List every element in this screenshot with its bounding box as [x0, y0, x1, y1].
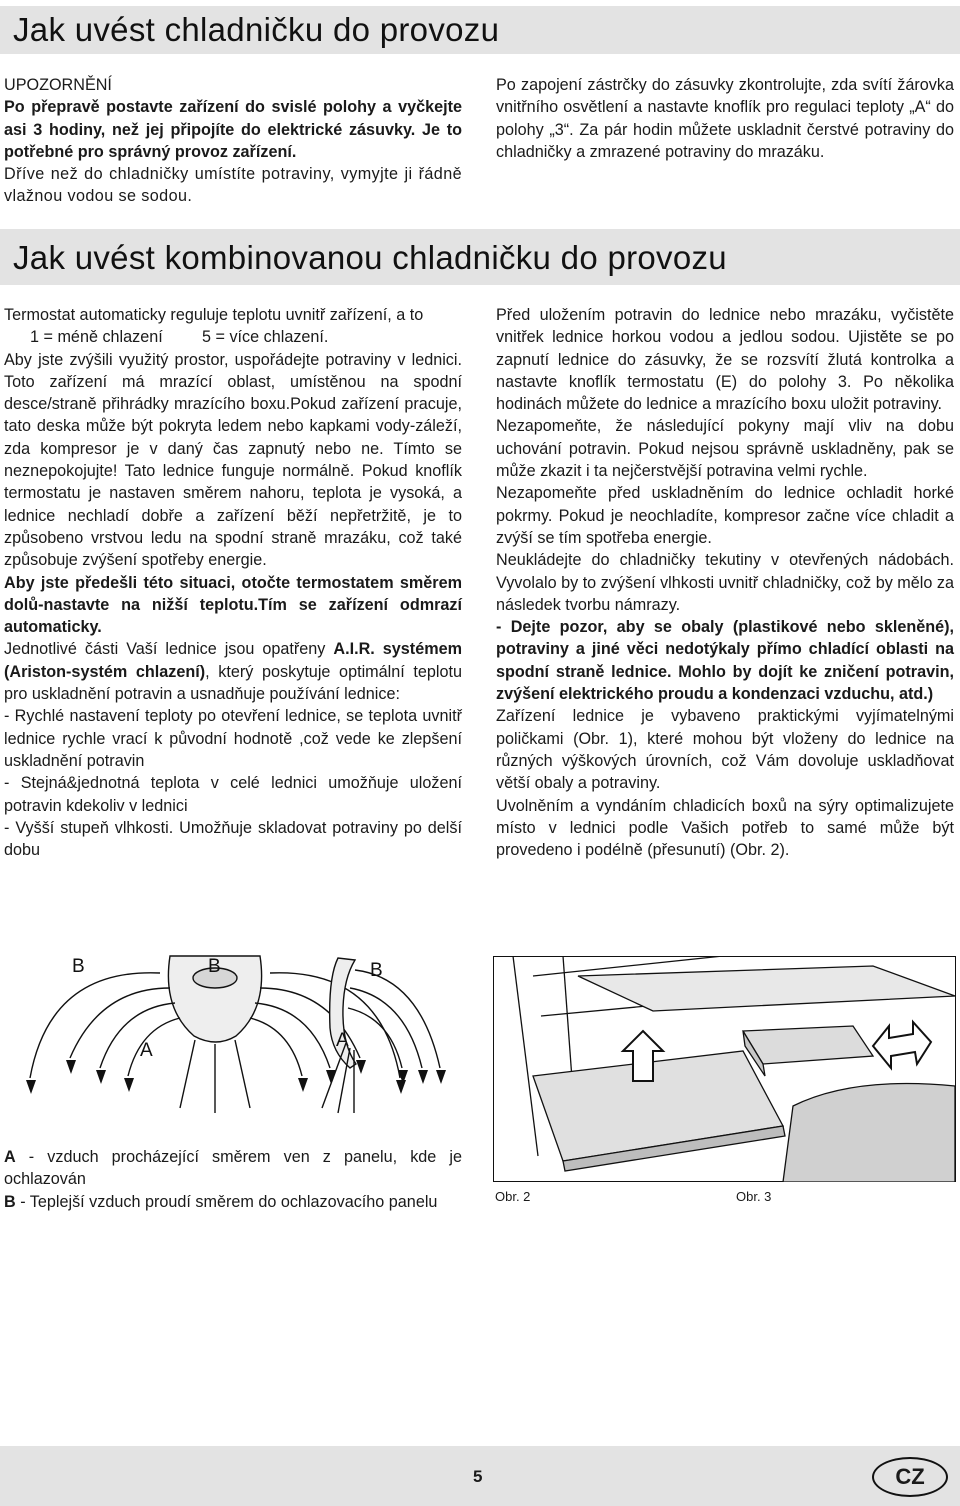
label-a-center: A	[140, 1040, 153, 1061]
defrost-text: Aby jste předešli této situaci, otočte termostatem směrem dolů-nastavte na nižší teplotu.Tím se zařízení odmrazí automaticky.	[4, 573, 462, 637]
legend-b-text: - Teplejší vzduch proudí směrem do ochlazovacího panelu	[15, 1192, 438, 1211]
cleaning-text: Před uložením potravin do lednice nebo mrazáku, vyčistěte vnitřek lednice horkou vodou a jedlou sodou. Ujistěte se po zapnutí lednice do zásuvky, že se rozsvítí žlutá kontrolka a nastavte knoflík termostatu (E) do polohy 3. Po několika hodinách můžete do lednice a mrazícího boxu uložit potraviny.	[496, 306, 954, 414]
section2-right	[496, 304, 954, 861]
fridge-shelves-illustration	[493, 956, 956, 1182]
legend-a-text: - vzduch procházející směrem ven z panelu, kde je ochlazován	[4, 1148, 462, 1189]
language-code: CZ	[895, 1464, 925, 1489]
caption-obr3: Obr. 3	[736, 1189, 772, 1204]
liquids-text: Neukládejte do chladničky tekutiny v otevřených nádobách. Vyvolalo by to zvýšení vlhkosti uvnitř chladničky, což by mělo za následek tvorbu námrazy.	[496, 551, 954, 614]
list-item: - Stejná&jednotná teplota v celé lednici umožňuje uložení potravin kdekoliv v lednici	[4, 774, 462, 815]
air-system-end: , který poskytuje optimální teplotu pro uskladnění potravin a usnadňuje používání lednice:	[4, 662, 462, 704]
hot-food-text: Nezapomeňte před uskladněním do lednice ochladit horké pokrmy. Pokud je neochladíte, kompresor začne více chladit a zvýší se tím spotřeba energie.	[496, 484, 954, 547]
section1-left	[4, 74, 462, 208]
storage-text: Nezapomeňte, že následující pokyny mají vliv na dobu uchování potravin. Pokud nejsou správně uskladněny, pak se může zkazit i ta nejčerstvější potravina velmi rychle.	[496, 417, 954, 481]
language-badge	[872, 1457, 948, 1497]
page-number: 5	[473, 1467, 483, 1486]
list-item: - Rychlé nastavení teploty po otevření lednice, se teplota uvnitř lednice rychle vrací k původní hodnotě ,což vede ke zlepšení uskladnění potravin	[4, 707, 462, 770]
scale-low: 1 = méně chlazení	[30, 328, 163, 347]
heading-band-1	[0, 6, 960, 54]
label-b-left: B	[72, 956, 85, 977]
warning-text: Po přepravě postavte zařízení do svislé polohy a vyčkejte asi 3 hodiny, než jej připojíte do elektrické zásuvky. Je to potřebné pro správný provoz zařízení.	[4, 98, 462, 161]
heading-2: Jak uvést kombinovanou chladničku do provozu	[13, 239, 727, 276]
thermostat-text: Termostat automaticky reguluje teplotu uvnitř zařízení, a to	[4, 306, 424, 324]
section2-left	[4, 304, 462, 861]
legend-a-key: A	[4, 1148, 16, 1166]
freezer-area-text: Aby jste zvýšili využitý prostor, uspořádejte potraviny v lednici. Toto zařízení má mrazící oblast, umístěnou na spodní desce/straně přihrádky mrazícího boxu.Pokud zařízení pracuje, tato deska může být pokryta ledem nebo kapkami vody-záleží, zda kompresor je v daný čas zapnutý nebo ne. Tímto se neznepokojujte! Tato lednice funguje normálně. Pokud knoflík termostatu je nastaven směrem nahoru, teplota je vysoká, a lednice nechladí dobře a zařízení běží nepřetržitě, je to způsobeno vrstvou ledu na spodní straně mrazáku, což také způsobuje zvýšení spotřeby energie.	[4, 350, 462, 570]
heading-band-2	[0, 229, 960, 285]
air-system-start: Jednotlivé části Vaší lednice jsou opatřeny	[4, 640, 334, 659]
caption-obr2: Obr. 2	[495, 1189, 531, 1204]
label-a-right: A	[336, 1030, 349, 1051]
thermostat-scale	[4, 326, 462, 348]
section1-right	[496, 74, 954, 163]
legend-b-key: B	[4, 1192, 16, 1211]
air-system-name: A.I.R. systémem (Ariston-systém chlazení)	[4, 640, 462, 681]
shelves-text: Zařízení lednice je vybaveno praktickými vyjímatelnými poličkami (Obr. 1), které mohou být vloženy do lednice na různých výškových úrovních, což Vám dovoluje uskladňovat větší obaly a potraviny.	[496, 707, 954, 793]
scale-high: 5 = více chlazení.	[202, 328, 329, 347]
note-text: Dříve než do chladničky umístíte potraviny, vymyjte ji řádně vlažnou vodou se sodou.	[4, 165, 462, 206]
heading-1: Jak uvést chladničku do provozu	[13, 11, 500, 48]
label-b-center: B	[208, 956, 221, 977]
contact-warning-text: - Dejte pozor, aby se obaly (plastikové nebo skleněné), potraviny a jiné věci nedotýkaly přímo chladící oblasti na spodní straně lednice. Mohlo by dojít ke zničení potravin, zvýšení elektrického proudu a kondenzaci vzduchu, atd.)	[496, 618, 954, 704]
air-system-text	[4, 638, 462, 705]
airflow-legend	[4, 1146, 462, 1213]
legend-b	[4, 1191, 462, 1213]
label-b-right: B	[370, 960, 383, 981]
airflow-diagram	[10, 948, 460, 1138]
cheese-box-text: Uvolněním a vyndáním chladicích boxů na sýry optimalizujete místo v lednici podle Vašich potřeb to samé může být provedeno i podélně (přesunutí) (Obr. 2).	[496, 796, 954, 860]
warning-title: UPOZORNĚNÍ	[4, 76, 112, 94]
legend-a	[4, 1146, 462, 1191]
connect-text: Po zapojení zástrčky do zásuvky zkontrolujte, zda svítí žárovka vnitřního osvětlení a nastavte knoflík pro regulaci teploty „A“ do polohy „3“. Za pár hodin můžete uskladnit čerstvé potraviny do chladničky a zmrazené potraviny do mrazáku.	[496, 76, 954, 161]
list-item: - Vyšší stupeň vlhkosti. Umožňuje skladovat potraviny po delší dobu	[4, 818, 462, 860]
